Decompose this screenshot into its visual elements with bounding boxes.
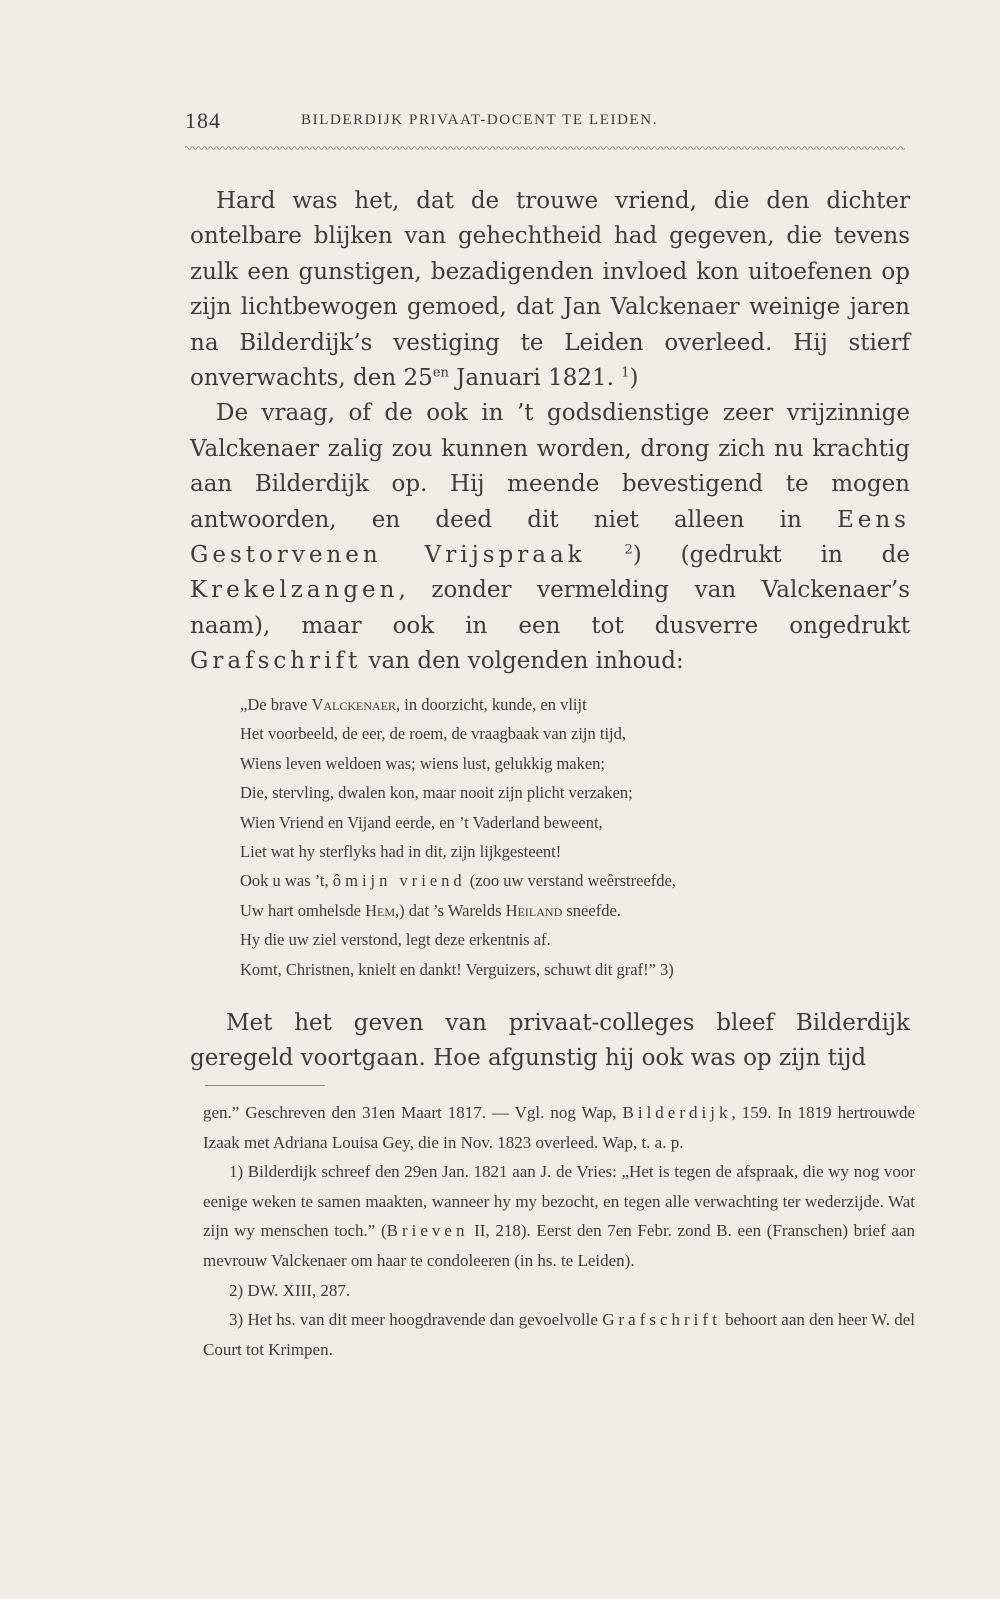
footnote-ref-1: 1 [621, 365, 630, 381]
footnotes [203, 1098, 915, 1364]
poem-line: „De brave Valckenaer, in doorzicht, kunde, en vlijt [240, 695, 587, 714]
spaced-title-2: Krekelzangen [190, 577, 399, 604]
footnote-2: 2) DW. XIII, 287. [229, 1280, 351, 1300]
poem-line: Liet wat hy sterflyks had in dit, zijn lijkgesteent! [240, 842, 562, 862]
poem-line: Hy die uw ziel verstond, legt deze erkentnis af. [240, 930, 551, 950]
poem-line: Ook u was ’t, ô mijn vriend (zoo uw verstand weêrstreefde, [240, 871, 676, 891]
poem-line: Wiens leven weldoen was; wiens lust, gelukkig maken; [240, 753, 606, 773]
footnote-1: 1) Bilderdijk schreef den 29en Jan. 1821 aan J. de Vries: „Het is tegen de afspraak, die wy nog voor eenige weken te samen maakten, wanneer hy my bezocht, en tegen alle verwachting ter wederzijde. Wat zijn wy menschen toch.” (Brieven II, 218). Eerst den 7en Febr. zond B. een (Franschen) brief aan mevrouw Valckenaer om haar te condoleeren (in hs. te Leiden). [203, 1162, 915, 1270]
poem-grafschrift [240, 690, 900, 984]
footnote-divider [205, 1085, 325, 1086]
running-head: BILDERDIJK PRIVAAT-DOCENT TE LEIDEN. [301, 112, 659, 128]
poem-line: Uw hart omhelsde Hem,) dat ’s Warelds Heiland sneefde. [240, 900, 621, 920]
poem-line: Wien Vriend en Vijand eerde, en ’t Vaderland beweent, [240, 812, 603, 832]
footnote-continuation: gen.” Geschreven den 31en Maart 1817. — Vgl. nog Wap, Bilderdijk, 159. In 1819 hertrouwde Izaak met Adriana Louisa Gey, die in Nov. 1823 overleed. Wap, t. a. p. [203, 1103, 915, 1152]
spaced-title-3: Grafschrift [190, 648, 362, 675]
footnote-3: 3) Het hs. van dit meer hoogdravende dan gevoelvolle Grafschrift behoort aan den heer W. del Court tot Krimpen. [203, 1310, 915, 1359]
poem-line: Het voorbeeld, de eer, de roem, de vraagbaak van zijn tijd, [240, 724, 627, 744]
poem-line: Komt, Christnen, knielt en dankt! Verguizers, schuwt dit graf!” 3) [240, 959, 674, 979]
footnote-ref-2: 2 [624, 542, 633, 558]
paragraph-2: De vraag, of de ook in ’t godsdienstige zeer vrijzinnige Valckenaer zalig zou kunnen worden, drong zich nu krachtig aan Bilderdijk op. Hij meende bevestigend te mogen antwoorden, en deed dit niet alleen in Eens Gestorvenen Vrijspraak $^2$) (gedrukt in de Krekelzangen, zonder vermelding van Valckenaer’s naam), maar ook in een tot dusverre ongedrukt Grafschrift van den volgenden inhoud: [190, 400, 910, 675]
body-text-top [190, 184, 910, 680]
wavy-rule [185, 144, 905, 152]
spaced-title-1: Eens Gestorvenen Vrijspraak [190, 506, 910, 569]
page-number: 184 [185, 108, 221, 133]
page-header [185, 108, 905, 138]
poem-line: Die, stervling, dwalen kon, maar nooit zijn plicht verzaken; [240, 783, 633, 803]
paragraph-3: Met het geven van privaat-colleges bleef Bilderdijk geregeld voortgaan. Hoe afgunstig hij ook was op zijn tijd [190, 1010, 910, 1071]
paragraph-1: Hard was het, dat de trouwe vriend, die den dichter ontelbare blijken van gehechtheid had gegeven, die tevens zulk een gunstigen, bezadigenden invloed kon uitoefenen op zijn lichtbewogen gemoed, dat Jan Valckenaer weinige jaren na Bilderdijk’s vestiging te Leiden overleed. Hij stierf onverwachts, den $25^{en}$ Januari 1821. $^1$) [190, 188, 910, 392]
